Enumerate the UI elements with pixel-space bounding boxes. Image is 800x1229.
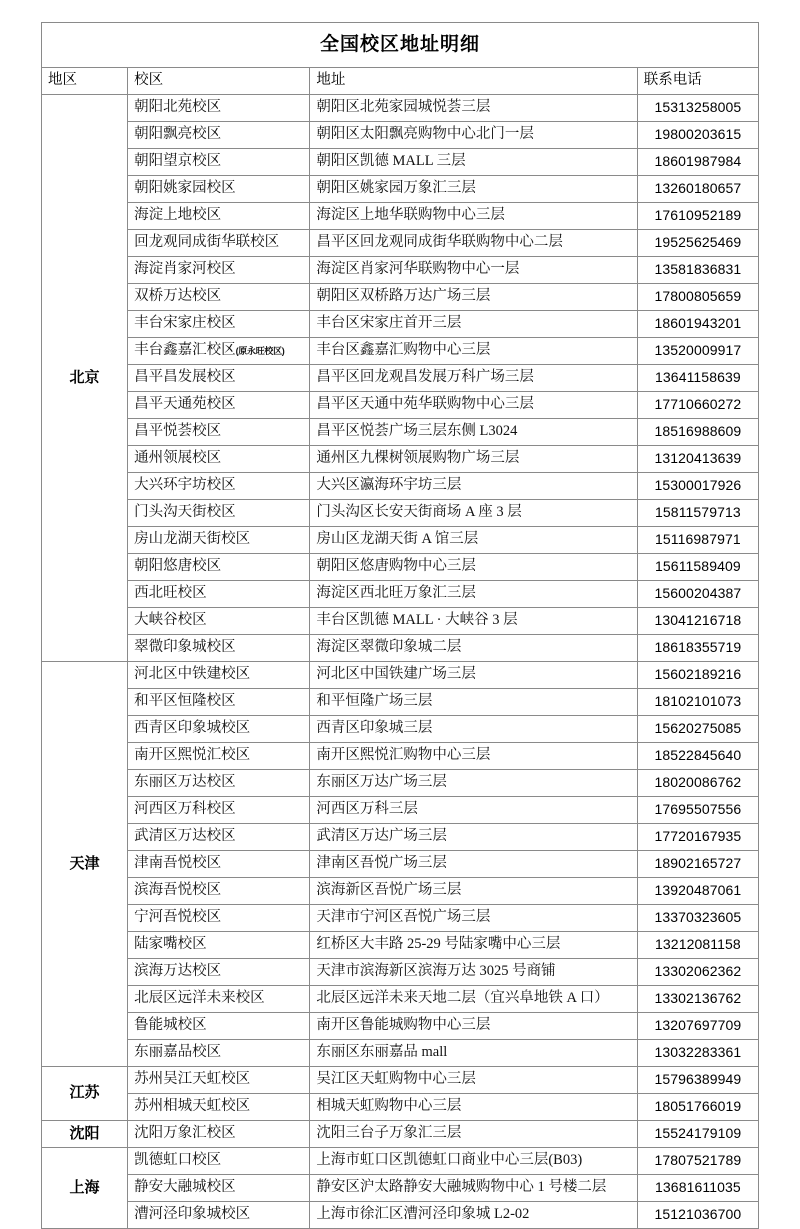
table-row xyxy=(42,473,759,500)
contact-phone-cell: 13681611035 xyxy=(637,1175,758,1202)
table-row xyxy=(42,527,759,554)
campus-name-cell xyxy=(128,851,310,878)
campus-name-cell xyxy=(128,959,310,986)
campus-name-text: 漕河泾印象城校区 xyxy=(134,1206,251,1223)
contact-phone-cell: 13641158639 xyxy=(637,365,758,392)
address-cell: 河西区万科三层 xyxy=(310,797,637,824)
contact-phone-cell: 15796389949 xyxy=(637,1067,758,1094)
campus-name-text: 海淀上地校区 xyxy=(134,207,222,224)
table-row xyxy=(42,257,759,284)
address-cell: 滨海新区吾悦广场三层 xyxy=(310,878,637,905)
campus-name-cell xyxy=(128,446,310,473)
contact-phone-cell: 15524179109 xyxy=(637,1121,758,1148)
table-row xyxy=(42,770,759,797)
campus-name-text: 丰台鑫嘉汇校区 xyxy=(134,342,236,359)
table-row xyxy=(42,743,759,770)
contact-phone-cell: 18102101073 xyxy=(637,689,758,716)
campus-name-text: 滨海吾悦校区 xyxy=(134,882,222,899)
contact-phone-cell: 15602189216 xyxy=(637,662,758,689)
address-cell: 朝阳区悠唐购物中心三层 xyxy=(310,554,637,581)
campus-name-cell xyxy=(128,392,310,419)
table-row xyxy=(42,1067,759,1094)
campus-name-text: 朝阳悠唐校区 xyxy=(134,558,222,575)
contact-phone-cell: 18618355719 xyxy=(637,635,758,662)
contact-phone-cell: 15611589409 xyxy=(637,554,758,581)
address-cell: 吴江区天虹购物中心三层 xyxy=(310,1067,637,1094)
contact-phone-cell: 13920487061 xyxy=(637,878,758,905)
contact-phone-cell: 18522845640 xyxy=(637,743,758,770)
contact-phone-cell: 15121036700 xyxy=(637,1202,758,1229)
contact-phone-cell: 13370323605 xyxy=(637,905,758,932)
table-row xyxy=(42,230,759,257)
contact-phone-cell: 15313258005 xyxy=(637,95,758,122)
campus-name-cell xyxy=(128,95,310,122)
address-cell: 天津市宁河区吾悦广场三层 xyxy=(310,905,637,932)
campus-name-cell xyxy=(128,527,310,554)
contact-phone-cell: 13302136762 xyxy=(637,986,758,1013)
campus-name-text: 陆家嘴校区 xyxy=(134,936,207,953)
table-row xyxy=(42,500,759,527)
campus-name-cell xyxy=(128,716,310,743)
address-cell: 红桥区大丰路 25-29 号陆家嘴中心三层 xyxy=(310,932,637,959)
contact-phone-cell: 17720167935 xyxy=(637,824,758,851)
table-row xyxy=(42,1175,759,1202)
column-header-address: 地址 xyxy=(310,68,637,95)
address-cell: 海淀区翠微印象城二层 xyxy=(310,635,637,662)
campus-name-cell xyxy=(128,149,310,176)
contact-phone-cell: 17610952189 xyxy=(637,203,758,230)
contact-phone-cell: 15600204387 xyxy=(637,581,758,608)
campus-name-cell xyxy=(128,176,310,203)
campus-name-cell xyxy=(128,338,310,365)
contact-phone-cell: 15300017926 xyxy=(637,473,758,500)
campus-name-cell xyxy=(128,689,310,716)
table-row xyxy=(42,1121,759,1148)
campus-name-text: 回龙观同成街华联校区 xyxy=(134,234,280,251)
campus-name-text: 西北旺校区 xyxy=(134,585,207,602)
campus-name-cell xyxy=(128,500,310,527)
campus-name-text: 苏州吴江天虹校区 xyxy=(134,1071,251,1088)
table-row xyxy=(42,1148,759,1175)
campus-name-cell xyxy=(128,311,310,338)
document-title: 全国校区地址明细 xyxy=(42,23,759,68)
campus-name-text: 南开区熙悦汇校区 xyxy=(134,747,251,764)
campus-name-text: 通州领展校区 xyxy=(134,450,222,467)
region-cell-上海: 上海 xyxy=(42,1148,128,1229)
address-cell: 朝阳区凯德 MALL 三层 xyxy=(310,149,637,176)
campus-name-text: 双桥万达校区 xyxy=(134,288,222,305)
campus-name-text: 朝阳飘亮校区 xyxy=(134,126,222,143)
campus-name-cell xyxy=(128,1067,310,1094)
address-cell: 南开区熙悦汇购物中心三层 xyxy=(310,743,637,770)
campus-name-text: 北辰区远洋未来校区 xyxy=(134,990,265,1007)
campus-name-cell xyxy=(128,203,310,230)
contact-phone-cell: 17710660272 xyxy=(637,392,758,419)
table-row xyxy=(42,662,759,689)
address-cell: 昌平区回龙观昌发展万科广场三层 xyxy=(310,365,637,392)
address-cell: 大兴区瀛海环宇坊三层 xyxy=(310,473,637,500)
table-row xyxy=(42,608,759,635)
table-row xyxy=(42,1040,759,1067)
campus-name-cell xyxy=(128,743,310,770)
contact-phone-cell: 15811579713 xyxy=(637,500,758,527)
campus-name-text: 大峡谷校区 xyxy=(134,612,207,629)
campus-name-cell xyxy=(128,1175,310,1202)
address-cell: 东丽区东丽嘉品 mall xyxy=(310,1040,637,1067)
campus-name-cell xyxy=(128,608,310,635)
campus-name-text: 滨海万达校区 xyxy=(134,963,222,980)
table-row xyxy=(42,419,759,446)
address-cell: 海淀区上地华联购物中心三层 xyxy=(310,203,637,230)
campus-name-text: 门头沟天街校区 xyxy=(134,504,236,521)
address-cell: 上海市虹口区凯德虹口商业中心三层(B03) xyxy=(310,1148,637,1175)
address-cell: 武清区万达广场三层 xyxy=(310,824,637,851)
table-row xyxy=(42,581,759,608)
address-cell: 丰台区宋家庄首开三层 xyxy=(310,311,637,338)
campus-name-cell xyxy=(128,986,310,1013)
campus-name-text: 津南吾悦校区 xyxy=(134,855,222,872)
column-header-region: 地区 xyxy=(42,68,128,95)
address-cell: 和平恒隆广场三层 xyxy=(310,689,637,716)
campus-name-cell xyxy=(128,1013,310,1040)
campus-name-cell xyxy=(128,635,310,662)
campus-name-text: 苏州相城天虹校区 xyxy=(134,1098,251,1115)
campus-name-text: 朝阳望京校区 xyxy=(134,153,222,170)
contact-phone-cell: 13207697709 xyxy=(637,1013,758,1040)
address-cell: 朝阳区姚家园万象汇三层 xyxy=(310,176,637,203)
address-cell: 丰台区凯德 MALL · 大峡谷 3 层 xyxy=(310,608,637,635)
address-cell: 西青区印象城三层 xyxy=(310,716,637,743)
campus-name-cell xyxy=(128,797,310,824)
address-cell: 海淀区西北旺万象汇三层 xyxy=(310,581,637,608)
address-cell: 南开区鲁能城购物中心三层 xyxy=(310,1013,637,1040)
campus-name-cell xyxy=(128,230,310,257)
address-cell: 门头沟区长安天街商场 A 座 3 层 xyxy=(310,500,637,527)
table-row xyxy=(42,284,759,311)
address-cell: 津南区吾悦广场三层 xyxy=(310,851,637,878)
address-cell: 河北区中国铁建广场三层 xyxy=(310,662,637,689)
address-cell: 上海市徐汇区漕河泾印象城 L2-02 xyxy=(310,1202,637,1229)
contact-phone-cell: 18601943201 xyxy=(637,311,758,338)
campus-name-cell xyxy=(128,473,310,500)
campus-name-cell xyxy=(128,122,310,149)
table-row xyxy=(42,1094,759,1121)
campus-name-text: 凯德虹口校区 xyxy=(134,1152,222,1169)
address-cell: 东丽区万达广场三层 xyxy=(310,770,637,797)
contact-phone-cell: 17695507556 xyxy=(637,797,758,824)
campus-name-cell xyxy=(128,932,310,959)
campus-name-text: 昌平昌发展校区 xyxy=(134,369,236,386)
table-row xyxy=(42,716,759,743)
address-cell: 丰台区鑫嘉汇购物中心三层 xyxy=(310,338,637,365)
address-cell: 房山区龙湖天街 A 馆三层 xyxy=(310,527,637,554)
contact-phone-cell: 18516988609 xyxy=(637,419,758,446)
table-row xyxy=(42,95,759,122)
campus-name-cell xyxy=(128,878,310,905)
table-row xyxy=(42,365,759,392)
table-row xyxy=(42,203,759,230)
table-row xyxy=(42,554,759,581)
campus-name-text: 河北区中铁建校区 xyxy=(134,666,251,683)
table-row xyxy=(42,446,759,473)
campus-name-cell xyxy=(128,662,310,689)
campus-name-cell xyxy=(128,1202,310,1229)
table-row xyxy=(42,851,759,878)
region-cell-北京: 北京 xyxy=(42,95,128,662)
campus-name-text: 昌平天通苑校区 xyxy=(134,396,236,413)
table-row xyxy=(42,149,759,176)
table-row xyxy=(42,1202,759,1229)
campus-name-text: 大兴环宇坊校区 xyxy=(134,477,236,494)
table-body xyxy=(42,23,759,1229)
address-cell: 昌平区天通中苑华联购物中心三层 xyxy=(310,392,637,419)
contact-phone-cell: 13260180657 xyxy=(637,176,758,203)
address-cell: 相城天虹购物中心三层 xyxy=(310,1094,637,1121)
campus-former-name-note: (原永旺校区) xyxy=(235,346,285,357)
column-header-campus: 校区 xyxy=(128,68,310,95)
campus-name-cell xyxy=(128,284,310,311)
contact-phone-cell: 13120413639 xyxy=(637,446,758,473)
address-cell: 静安区沪太路静安大融城购物中心 1 号楼二层 xyxy=(310,1175,637,1202)
region-cell-天津: 天津 xyxy=(42,662,128,1067)
campus-name-cell xyxy=(128,419,310,446)
address-cell: 朝阳区北苑家园城悦荟三层 xyxy=(310,95,637,122)
contact-phone-cell: 18051766019 xyxy=(637,1094,758,1121)
table-row xyxy=(42,635,759,662)
campus-name-cell xyxy=(128,581,310,608)
campus-name-text: 海淀肖家河校区 xyxy=(134,261,236,278)
campus-name-text: 静安大融城校区 xyxy=(134,1179,236,1196)
table-row xyxy=(42,338,759,365)
contact-phone-cell: 15116987971 xyxy=(637,527,758,554)
campus-name-text: 房山龙湖天街校区 xyxy=(134,531,251,548)
header-row xyxy=(42,68,759,95)
campus-name-text: 翠微印象城校区 xyxy=(134,639,236,656)
campus-name-text: 河西区万科校区 xyxy=(134,801,236,818)
table-row xyxy=(42,1013,759,1040)
contact-phone-cell: 15620275085 xyxy=(637,716,758,743)
contact-phone-cell: 13520009917 xyxy=(637,338,758,365)
contact-phone-cell: 19525625469 xyxy=(637,230,758,257)
campus-name-text: 东丽嘉品校区 xyxy=(134,1044,222,1061)
campus-name-text: 朝阳姚家园校区 xyxy=(134,180,236,197)
campus-name-cell xyxy=(128,1148,310,1175)
campus-name-cell xyxy=(128,1094,310,1121)
contact-phone-cell: 13212081158 xyxy=(637,932,758,959)
address-cell: 海淀区肖家河华联购物中心一层 xyxy=(310,257,637,284)
contact-phone-cell: 18020086762 xyxy=(637,770,758,797)
table-row xyxy=(42,122,759,149)
contact-phone-cell: 18902165727 xyxy=(637,851,758,878)
address-cell: 通州区九棵树领展购物广场三层 xyxy=(310,446,637,473)
campus-name-text: 昌平悦荟校区 xyxy=(134,423,222,440)
campus-name-text: 宁河吾悦校区 xyxy=(134,909,222,926)
region-cell-沈阳: 沈阳 xyxy=(42,1121,128,1148)
campus-name-text: 和平区恒隆校区 xyxy=(134,693,236,710)
campus-name-cell xyxy=(128,770,310,797)
address-cell: 昌平区回龙观同成街华联购物中心二层 xyxy=(310,230,637,257)
address-cell: 朝阳区双桥路万达广场三层 xyxy=(310,284,637,311)
address-cell: 北辰区远洋未来天地二层（宜兴阜地铁 A 口） xyxy=(310,986,637,1013)
campus-name-cell xyxy=(128,1040,310,1067)
campus-name-cell xyxy=(128,365,310,392)
title-row xyxy=(42,23,759,68)
table-row xyxy=(42,932,759,959)
table-row xyxy=(42,311,759,338)
contact-phone-cell: 18601987984 xyxy=(637,149,758,176)
table-row xyxy=(42,986,759,1013)
address-cell: 昌平区悦荟广场三层东侧 L3024 xyxy=(310,419,637,446)
table-row xyxy=(42,905,759,932)
address-cell: 沈阳三台子万象汇三层 xyxy=(310,1121,637,1148)
campus-name-cell xyxy=(128,824,310,851)
campus-name-cell xyxy=(128,257,310,284)
table-row xyxy=(42,797,759,824)
table-row xyxy=(42,392,759,419)
campus-name-text: 沈阳万象汇校区 xyxy=(134,1125,236,1142)
campus-name-cell xyxy=(128,1121,310,1148)
contact-phone-cell: 17807521789 xyxy=(637,1148,758,1175)
campus-address-table xyxy=(41,22,759,1229)
campus-name-text: 东丽区万达校区 xyxy=(134,774,236,791)
campus-name-text: 丰台宋家庄校区 xyxy=(134,315,236,332)
table-row xyxy=(42,878,759,905)
campus-name-text: 武清区万达校区 xyxy=(134,828,236,845)
address-cell: 朝阳区太阳飘亮购物中心北门一层 xyxy=(310,122,637,149)
contact-phone-cell: 13032283361 xyxy=(637,1040,758,1067)
campus-name-text: 西青区印象城校区 xyxy=(134,720,251,737)
campus-name-text: 鲁能城校区 xyxy=(134,1017,207,1034)
address-cell: 天津市滨海新区滨海万达 3025 号商铺 xyxy=(310,959,637,986)
table-row xyxy=(42,176,759,203)
campus-name-text: 朝阳北苑校区 xyxy=(134,99,222,116)
table-row xyxy=(42,689,759,716)
table-row xyxy=(42,959,759,986)
table-row xyxy=(42,824,759,851)
campus-name-cell xyxy=(128,554,310,581)
contact-phone-cell: 13302062362 xyxy=(637,959,758,986)
region-cell-江苏: 江苏 xyxy=(42,1067,128,1121)
contact-phone-cell: 17800805659 xyxy=(637,284,758,311)
contact-phone-cell: 13581836831 xyxy=(637,257,758,284)
contact-phone-cell: 13041216718 xyxy=(637,608,758,635)
contact-phone-cell: 19800203615 xyxy=(637,122,758,149)
campus-name-cell xyxy=(128,905,310,932)
column-header-phone: 联系电话 xyxy=(637,68,758,95)
